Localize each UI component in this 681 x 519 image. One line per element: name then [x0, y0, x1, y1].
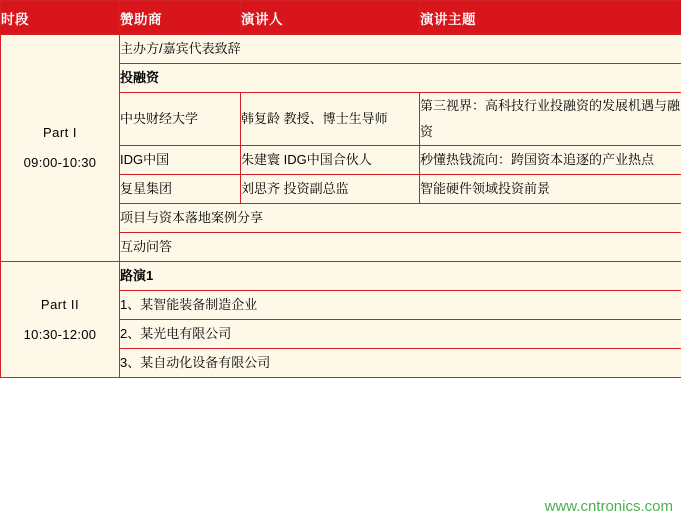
site-watermark: www.cntronics.com — [544, 498, 673, 515]
speaker-liu-siqi: 刘思齐 投资副总监 — [241, 175, 420, 204]
row-section-roadshow-1: 路演1 — [120, 262, 681, 291]
sponsor-idg-china: IDG中国 — [120, 146, 241, 175]
column-header-time: 时段 — [1, 1, 120, 35]
table-row — [1, 35, 681, 64]
column-header-sponsor: 赞助商 — [120, 1, 241, 35]
table-body — [1, 35, 681, 378]
column-header-speaker: 演讲人 — [241, 1, 420, 35]
topic-hot-money: 秒懂热钱流向：跨国资本追逐的产业热点 — [420, 146, 681, 175]
row-text-company-2: 2、某光电有限公司 — [120, 320, 681, 349]
row-text-case-sharing: 项目与资本落地案例分享 — [120, 204, 681, 233]
time-cell-part-2 — [1, 262, 120, 378]
row-text-qa: 互动问答 — [120, 233, 681, 262]
speaker-han-fuling: 韩复龄 教授、博士生导师 — [241, 93, 420, 146]
table-header-row — [1, 1, 681, 35]
topic-smart-hardware: 智能硬件领域投资前景 — [420, 175, 681, 204]
table-header — [1, 1, 681, 35]
speaker-zhu-jianhuan: 朱建寰 IDG中国合伙人 — [241, 146, 420, 175]
sponsor-cufe: 中央财经大学 — [120, 93, 241, 146]
column-header-topic: 演讲主题 — [420, 1, 681, 35]
topic-third-vision: 第三视界：高科技行业投融资的发展机遇与融资 — [420, 93, 681, 146]
part-label: Part II — [40, 296, 80, 312]
row-text-company-3: 3、某自动化设备有限公司 — [120, 349, 681, 378]
time-range: 09:00-10:30 — [23, 155, 97, 170]
row-text-opening-remarks: 主办方/嘉宾代表致辞 — [120, 35, 681, 64]
row-section-investment: 投融资 — [120, 64, 681, 93]
time-cell-part-1 — [1, 35, 120, 262]
row-text-company-1: 1、某智能装备制造企业 — [120, 291, 681, 320]
time-range: 10:30-12:00 — [23, 326, 97, 342]
sponsor-fosun-group: 复星集团 — [120, 175, 241, 204]
table-row — [1, 262, 681, 291]
part-label: Part I — [42, 125, 78, 140]
